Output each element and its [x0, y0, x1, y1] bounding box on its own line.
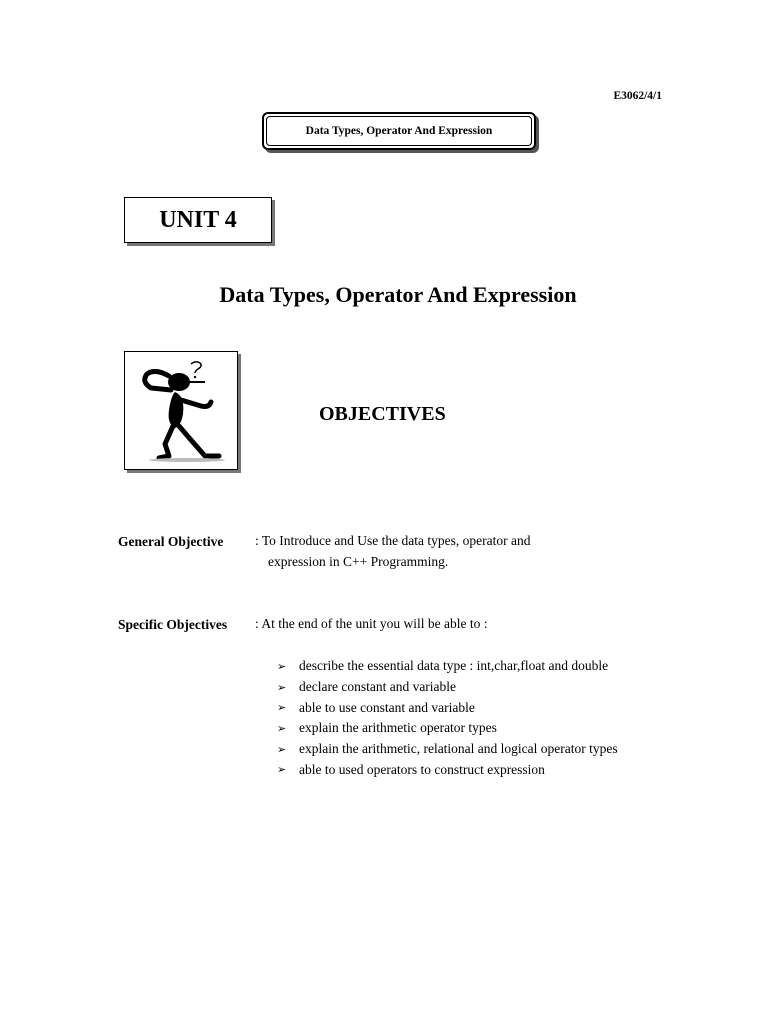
general-objective-line1: : To Introduce and Use the data types, operator and [255, 533, 531, 548]
general-objective-text [255, 530, 530, 572]
specific-objectives-text: : At the end of the unit you will be able to : [255, 616, 488, 631]
arrow-bullet-icon: ➢ [277, 722, 287, 735]
list-item [277, 739, 618, 760]
general-objective-label: General Objective [118, 534, 224, 549]
list-item [277, 677, 618, 698]
unit-box [124, 197, 272, 243]
list-item [277, 718, 618, 739]
thinking-figure-icon [125, 352, 237, 469]
arrow-bullet-icon: ➢ [277, 702, 287, 715]
list-item [277, 759, 618, 780]
list-item [277, 697, 618, 718]
list-item-text: declare constant and variable [299, 679, 457, 695]
thinking-figure-box [124, 351, 238, 470]
objectives-list [277, 656, 618, 780]
list-item-text: explain the arithmetic, relational and logical operator types [299, 741, 618, 757]
list-item-text: able to used operators to construct expression [299, 761, 545, 777]
specific-objectives-label: Specific Objectives [118, 617, 228, 632]
header-title-box [262, 112, 536, 150]
unit-label: UNIT 4 [159, 206, 237, 233]
list-item-text: explain the arithmetic operator types [299, 720, 497, 736]
list-item [277, 656, 618, 677]
arrow-bullet-icon: ➢ [277, 660, 287, 673]
arrow-bullet-icon: ➢ [277, 743, 287, 756]
arrow-bullet-icon: ➢ [277, 764, 287, 777]
page-code: E3062/4/1 [613, 90, 662, 102]
objectives-heading: OBJECTIVES [319, 403, 446, 425]
main-title: Data Types, Operator And Expression [219, 282, 577, 307]
arrow-bullet-icon: ➢ [277, 681, 287, 694]
general-objective-line2: expression in C++ Programming. [268, 554, 449, 569]
list-item-text: able to use constant and variable [299, 699, 475, 715]
header-title: Data Types, Operator And Expression [305, 125, 493, 137]
list-item-text: describe the essential data type : int,char,float and double [299, 658, 609, 674]
